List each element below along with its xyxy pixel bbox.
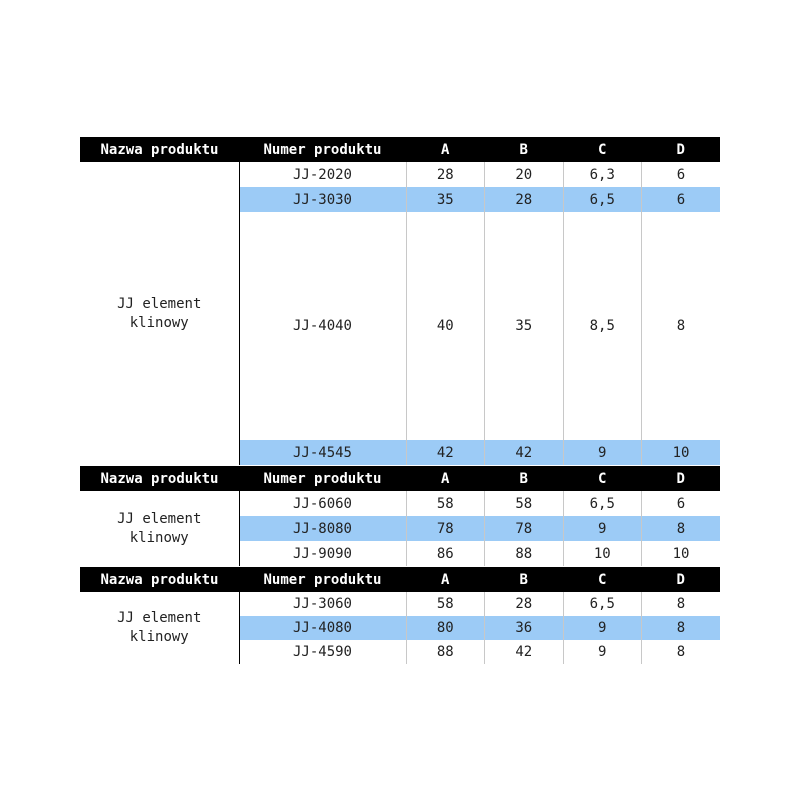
header-b: B — [485, 137, 564, 162]
header-c: C — [563, 466, 642, 491]
product-name: JJ element klinowy — [117, 610, 202, 645]
header-product-name: Nazwa produktu — [80, 567, 239, 592]
value-d: 6 — [642, 491, 721, 516]
value-c: 6,5 — [563, 592, 642, 616]
value-a: 40 — [406, 212, 485, 440]
value-a: 86 — [406, 541, 485, 566]
header-a: A — [406, 567, 485, 592]
value-d: 6 — [642, 162, 721, 187]
value-b: 36 — [485, 616, 564, 640]
value-c: 9 — [563, 640, 642, 664]
value-b: 35 — [485, 212, 564, 440]
header-c: C — [563, 137, 642, 162]
table-2 — [80, 466, 720, 566]
header-product-name: Nazwa produktu — [80, 137, 239, 162]
value-a: 88 — [406, 640, 485, 664]
value-b: 42 — [485, 640, 564, 664]
product-name-cell — [80, 162, 239, 465]
value-b: 20 — [485, 162, 564, 187]
value-c: 6,5 — [563, 187, 642, 212]
product-name: JJ element klinowy — [117, 510, 202, 546]
value-b: 42 — [485, 440, 564, 465]
value-a: 28 — [406, 162, 485, 187]
product-number: JJ-4545 — [239, 440, 406, 465]
spec-table-1 — [80, 137, 720, 465]
header-row — [80, 567, 720, 592]
value-a: 58 — [406, 491, 485, 516]
header-b: B — [485, 567, 564, 592]
value-a: 58 — [406, 592, 485, 616]
value-d: 10 — [642, 541, 721, 566]
value-d: 10 — [642, 440, 721, 465]
value-d: 8 — [642, 592, 721, 616]
header-product-number: Numer produktu — [239, 466, 406, 491]
product-number: JJ-8080 — [239, 516, 406, 541]
product-number: JJ-3060 — [239, 592, 406, 616]
value-b: 88 — [485, 541, 564, 566]
product-number: JJ-6060 — [239, 491, 406, 516]
header-product-number: Numer produktu — [239, 567, 406, 592]
product-number: JJ-4080 — [239, 616, 406, 640]
table-row — [80, 162, 720, 187]
table-1 — [80, 137, 720, 465]
value-c: 9 — [563, 440, 642, 465]
header-product-number: Numer produktu — [239, 137, 406, 162]
product-name: JJ element klinowy — [117, 295, 202, 331]
header-b: B — [485, 466, 564, 491]
value-b: 28 — [485, 187, 564, 212]
value-d: 8 — [642, 640, 721, 664]
header-c: C — [563, 567, 642, 592]
header-d: D — [642, 137, 721, 162]
product-number: JJ-9090 — [239, 541, 406, 566]
value-a: 35 — [406, 187, 485, 212]
value-c: 6,3 — [563, 162, 642, 187]
table-row — [80, 592, 720, 616]
value-b: 78 — [485, 516, 564, 541]
value-d: 8 — [642, 516, 721, 541]
value-b: 58 — [485, 491, 564, 516]
product-name-cell — [80, 592, 239, 664]
value-d: 8 — [642, 212, 721, 440]
header-a: A — [406, 137, 485, 162]
header-row — [80, 466, 720, 491]
value-b: 28 — [485, 592, 564, 616]
product-number: JJ-2020 — [239, 162, 406, 187]
spec-table-3 — [80, 567, 720, 664]
value-a: 80 — [406, 616, 485, 640]
product-number: JJ-4040 — [239, 212, 406, 440]
value-a: 78 — [406, 516, 485, 541]
product-name-cell — [80, 491, 239, 566]
value-c: 10 — [563, 541, 642, 566]
value-c: 9 — [563, 516, 642, 541]
spec-table-2 — [80, 466, 720, 566]
header-a: A — [406, 466, 485, 491]
header-row — [80, 137, 720, 162]
header-d: D — [642, 466, 721, 491]
table-row — [80, 491, 720, 516]
value-a: 42 — [406, 440, 485, 465]
value-d: 8 — [642, 616, 721, 640]
value-d: 6 — [642, 187, 721, 212]
value-c: 6,5 — [563, 491, 642, 516]
table-3 — [80, 567, 720, 664]
product-number: JJ-4590 — [239, 640, 406, 664]
value-c: 8,5 — [563, 212, 642, 440]
header-d: D — [642, 567, 721, 592]
header-product-name: Nazwa produktu — [80, 466, 239, 491]
value-c: 9 — [563, 616, 642, 640]
product-number: JJ-3030 — [239, 187, 406, 212]
